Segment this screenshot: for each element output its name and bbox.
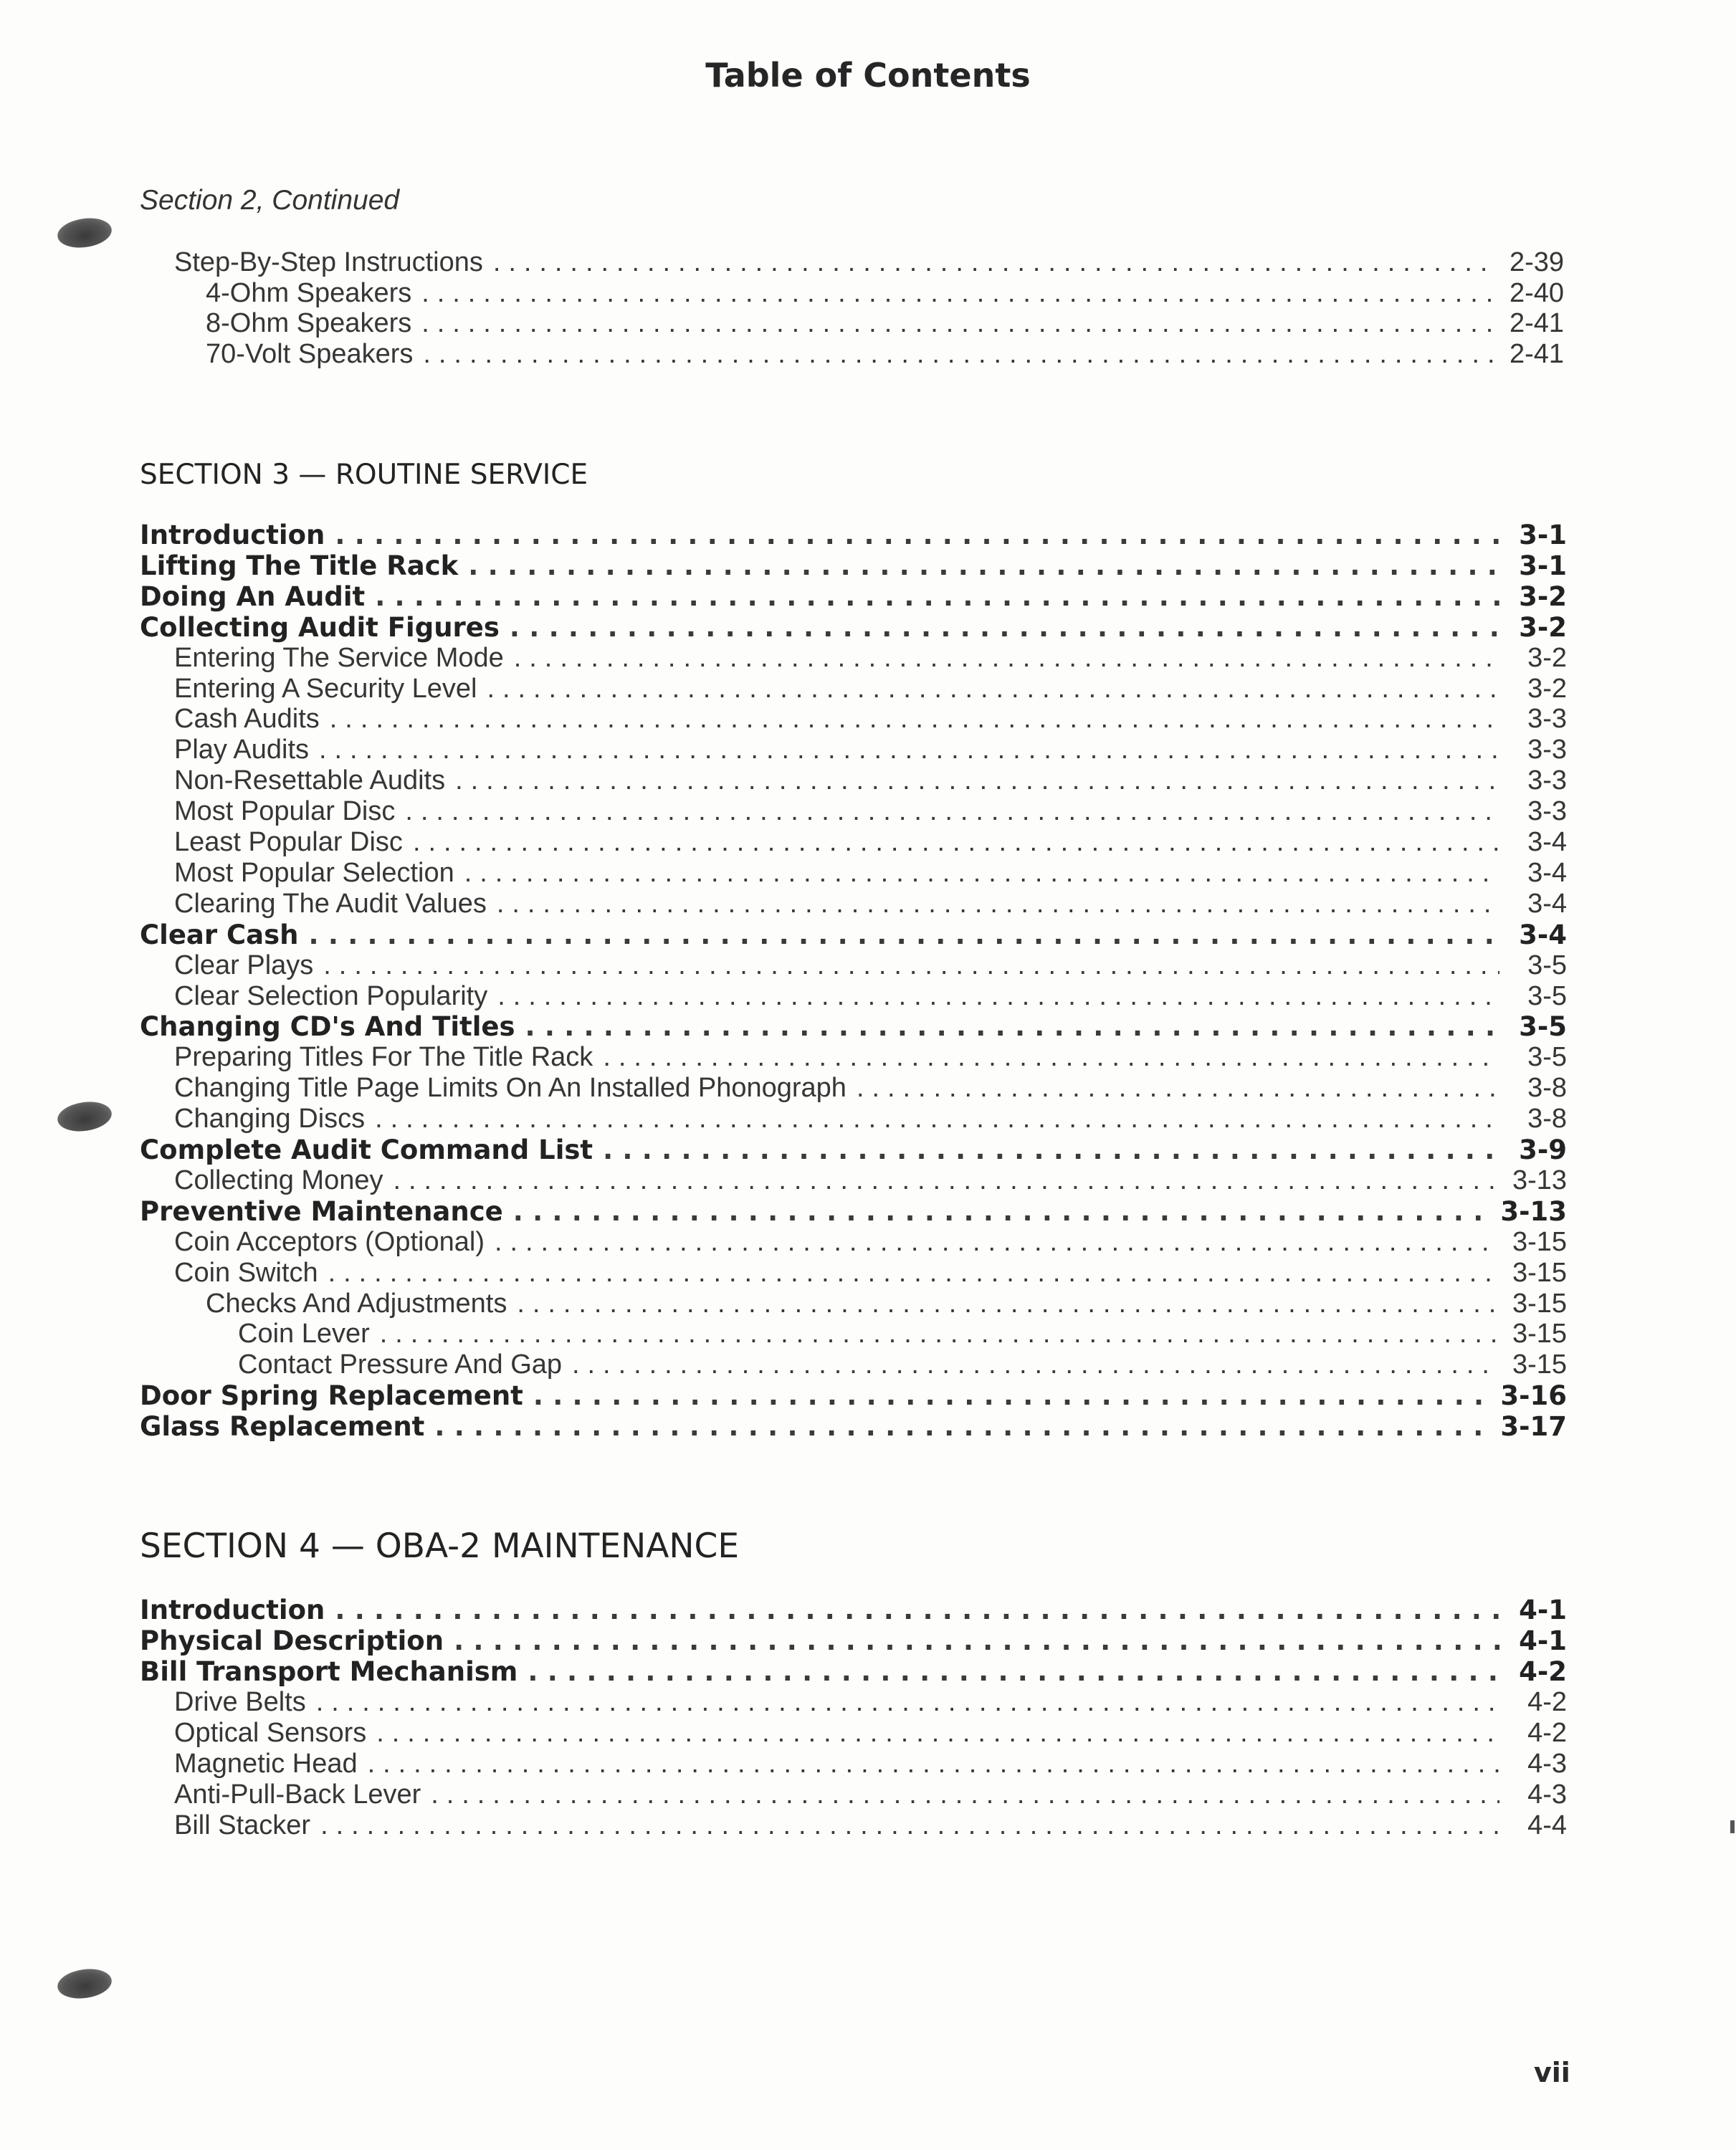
- toc-entry[interactable]: [174, 981, 1567, 1012]
- toc-entry[interactable]: [174, 1810, 1567, 1841]
- toc-entry-label: Lifting The Title Rack: [140, 550, 459, 581]
- toc-entry-label: Preventive Maintenance: [140, 1195, 503, 1227]
- toc-entry-page: 3-15: [1512, 1288, 1567, 1319]
- toc-entry[interactable]: [174, 1073, 1567, 1104]
- toc-entry-page: 3-8: [1527, 1104, 1567, 1134]
- toc-entry-page: 3-5: [1527, 950, 1567, 980]
- dot-leader: [493, 247, 1497, 278]
- dot-leader: [603, 1134, 1499, 1165]
- toc-entry-page: 4-1: [1519, 1625, 1567, 1656]
- toc-entry-page: 3-4: [1527, 888, 1567, 919]
- toc-entry-label: Clear Cash: [140, 919, 299, 950]
- toc-entry-label: Complete Audit Command List: [140, 1134, 593, 1165]
- dot-leader: [323, 950, 1499, 981]
- scan-mark: [1730, 1820, 1735, 1833]
- toc-entry-label: Introduction: [140, 520, 325, 550]
- toc-entry-page: 3-5: [1519, 1011, 1567, 1043]
- toc-entry-page: 3-3: [1527, 765, 1567, 796]
- toc-entry-label: Magnetic Head: [174, 1749, 358, 1779]
- dot-leader: [328, 1258, 1499, 1289]
- toc-entry-page: 3-15: [1512, 1319, 1567, 1349]
- toc-entry[interactable]: [174, 796, 1567, 827]
- toc-entry-page: 2-40: [1509, 277, 1564, 308]
- toc-entry[interactable]: [174, 1687, 1567, 1718]
- toc-entry-label: Physical Description: [140, 1625, 444, 1656]
- toc-entry-label: Cash Audits: [174, 704, 320, 735]
- toc-entry[interactable]: [174, 1227, 1567, 1258]
- dot-leader: [320, 1810, 1499, 1841]
- dot-leader: [533, 1380, 1491, 1411]
- toc-entry-label: Most Popular Disc: [174, 796, 396, 827]
- toc-entry[interactable]: [140, 612, 1567, 643]
- toc-entry[interactable]: [140, 1134, 1567, 1165]
- toc-entry[interactable]: [174, 1718, 1567, 1749]
- toc-entry-label: Doing An Audit: [140, 580, 366, 612]
- toc-entry-label: Drive Belts: [174, 1687, 306, 1717]
- toc-entry[interactable]: [174, 1104, 1567, 1134]
- toc-entry-page: 4-2: [1527, 1718, 1567, 1748]
- toc-entry-label: Clear Selection Popularity: [174, 980, 488, 1011]
- toc-entry-page: 3-5: [1527, 980, 1567, 1011]
- dot-leader: [393, 1165, 1499, 1196]
- toc-entry-page: 2-41: [1509, 338, 1564, 369]
- toc-entry-page: 4-2: [1527, 1687, 1567, 1717]
- toc-entry-page: 2-41: [1509, 308, 1564, 338]
- toc-entry[interactable]: [206, 278, 1564, 309]
- toc-entry[interactable]: [174, 858, 1567, 889]
- toc-entry[interactable]: [238, 1349, 1567, 1380]
- toc-entry-label: 4-Ohm Speakers: [206, 277, 412, 308]
- toc-entry-page: 3-17: [1500, 1411, 1567, 1443]
- punch-hole-middle: [56, 1099, 114, 1134]
- dot-leader: [380, 1319, 1499, 1349]
- toc-entry-page: 3-4: [1527, 857, 1567, 888]
- toc-entry-page: 3-15: [1512, 1349, 1567, 1380]
- toc-entry-label: Bill Transport Mechanism: [140, 1656, 518, 1687]
- toc-entry[interactable]: [174, 765, 1567, 796]
- toc-entry-page: 3-4: [1527, 827, 1567, 857]
- toc-entry-label: Checks And Adjustments: [206, 1288, 507, 1319]
- toc-entry-label: Changing Title Page Limits On An Installed Phonograph: [174, 1073, 846, 1104]
- dot-leader: [487, 674, 1499, 704]
- toc-entry-label: Coin Switch: [174, 1257, 318, 1288]
- toc-entry-page: 2-39: [1509, 247, 1564, 277]
- toc-entry[interactable]: [140, 1011, 1567, 1042]
- toc-entry-label: Clearing The Audit Values: [174, 888, 487, 919]
- toc-entry-page: 3-4: [1519, 919, 1567, 950]
- toc-entry[interactable]: [140, 550, 1567, 581]
- toc-entry[interactable]: [140, 520, 1567, 550]
- toc-entry[interactable]: [174, 950, 1567, 981]
- dot-leader: [375, 1104, 1499, 1134]
- toc-entry[interactable]: [174, 1042, 1567, 1073]
- toc-entry[interactable]: [238, 1319, 1567, 1349]
- toc-entry-label: Bill Stacker: [174, 1810, 311, 1840]
- dot-leader: [468, 550, 1499, 581]
- toc-entry-label: 8-Ohm Speakers: [206, 308, 412, 338]
- toc-entry[interactable]: [174, 1749, 1567, 1779]
- toc-entry[interactable]: [174, 889, 1567, 919]
- toc-entry-label: Door Spring Replacement: [140, 1380, 523, 1412]
- dot-leader: [434, 1411, 1490, 1442]
- dot-leader: [335, 1595, 1499, 1625]
- dot-leader: [413, 827, 1499, 858]
- toc-entry-page: 3-2: [1519, 580, 1567, 612]
- toc-entry-page: 3-16: [1500, 1380, 1567, 1412]
- toc-entry-label: Entering A Security Level: [174, 673, 477, 704]
- toc-entry-page: 4-2: [1519, 1656, 1567, 1687]
- toc-entry-label: Most Popular Selection: [174, 857, 454, 888]
- toc-entry[interactable]: [174, 827, 1567, 858]
- toc-entry[interactable]: [140, 1411, 1567, 1442]
- dot-leader: [517, 1289, 1499, 1319]
- dot-leader: [528, 1656, 1499, 1687]
- dot-leader: [423, 339, 1497, 370]
- toc-entry-page: 4-3: [1527, 1749, 1567, 1779]
- toc-entry-label: Coin Lever: [238, 1319, 370, 1349]
- toc-entry-label: Introduction: [140, 1595, 325, 1625]
- toc-entry[interactable]: [140, 1380, 1567, 1411]
- section-3-heading: SECTION 3 — ROUTINE SERVICE: [140, 459, 588, 491]
- toc-entry-page: 3-13: [1512, 1165, 1567, 1195]
- toc-entry[interactable]: [206, 308, 1564, 339]
- dot-leader: [309, 919, 1499, 950]
- dot-leader: [497, 981, 1499, 1012]
- page-title: Table of Contents: [705, 56, 1031, 95]
- dot-leader: [857, 1073, 1499, 1104]
- toc-entry-page: 3-8: [1527, 1073, 1567, 1104]
- toc-entry-label: Preparing Titles For The Title Rack: [174, 1042, 593, 1073]
- toc-entry-page: 3-3: [1527, 704, 1567, 735]
- toc-entry-label: Coin Acceptors (Optional): [174, 1226, 485, 1257]
- toc-entry-page: 3-13: [1500, 1195, 1567, 1227]
- toc-entry-page: 4-4: [1527, 1810, 1567, 1840]
- dot-leader: [376, 1718, 1499, 1749]
- toc-entry-label: Optical Sensors: [174, 1718, 367, 1748]
- toc-entry-page: 4-1: [1519, 1595, 1567, 1625]
- toc-entry-page: 3-1: [1519, 520, 1567, 550]
- toc-entry-page: 3-9: [1519, 1134, 1567, 1165]
- toc-entry-page: 3-2: [1519, 611, 1567, 643]
- toc-entry[interactable]: [174, 643, 1567, 674]
- toc-entry-label: Glass Replacement: [140, 1411, 425, 1443]
- toc-entry-label: Entering The Service Mode: [174, 642, 504, 673]
- toc-entry[interactable]: [140, 581, 1567, 612]
- toc-entry-page: 3-3: [1527, 735, 1567, 765]
- toc-entry-label: Changing Discs: [174, 1104, 366, 1134]
- toc-entry[interactable]: [140, 919, 1567, 950]
- dot-leader: [316, 1687, 1499, 1718]
- toc-entry[interactable]: [174, 1165, 1567, 1196]
- toc-entry-label: Anti-Pull-Back Lever: [174, 1779, 421, 1810]
- toc-entry[interactable]: [140, 1196, 1567, 1227]
- toc-entry[interactable]: [140, 1595, 1567, 1625]
- dot-leader: [405, 796, 1499, 827]
- toc-entry-label: 70-Volt Speakers: [206, 338, 414, 369]
- dot-leader: [455, 765, 1499, 796]
- dot-leader: [421, 308, 1497, 339]
- toc-entry-label: Play Audits: [174, 735, 309, 765]
- dot-leader: [513, 1196, 1491, 1227]
- toc-entry-page: 3-5: [1527, 1042, 1567, 1073]
- toc-entry[interactable]: [174, 735, 1567, 765]
- section-2-heading: Section 2, Continued: [140, 185, 400, 216]
- dot-leader: [514, 643, 1499, 674]
- toc-entry[interactable]: [174, 1258, 1567, 1289]
- dot-leader: [375, 581, 1499, 612]
- dot-leader: [368, 1749, 1499, 1779]
- toc-entry[interactable]: [140, 1625, 1567, 1656]
- toc-entry[interactable]: [206, 339, 1564, 370]
- dot-leader: [497, 889, 1499, 919]
- dot-leader: [330, 704, 1499, 735]
- section-4-heading: SECTION 4 — OBA-2 MAINTENANCE: [140, 1526, 740, 1566]
- punch-hole-bottom: [56, 1966, 114, 2002]
- toc-entry-label: Non-Resettable Audits: [174, 765, 446, 796]
- toc-entry[interactable]: [206, 1289, 1567, 1319]
- toc-entry-label: Collecting Audit Figures: [140, 611, 500, 643]
- dot-leader: [603, 1042, 1499, 1073]
- toc-entry-page: 3-3: [1527, 796, 1567, 827]
- toc-entry-label: Collecting Money: [174, 1165, 383, 1195]
- toc-entry-label: Least Popular Disc: [174, 827, 403, 857]
- toc-entry[interactable]: [140, 1656, 1567, 1687]
- dot-leader: [335, 520, 1499, 550]
- toc-entry-page: 3-2: [1527, 673, 1567, 704]
- dot-leader: [421, 278, 1497, 309]
- toc-entry-label: Contact Pressure And Gap: [238, 1349, 563, 1380]
- toc-entry-label: Clear Plays: [174, 950, 314, 980]
- toc-entry-page: 3-2: [1527, 642, 1567, 673]
- toc-entry-label: Step-By-Step Instructions: [174, 247, 483, 277]
- toc-entry-page: 3-15: [1512, 1257, 1567, 1288]
- toc-entry[interactable]: [174, 704, 1567, 735]
- dot-leader: [464, 858, 1499, 889]
- dot-leader: [431, 1779, 1499, 1810]
- dot-leader: [319, 735, 1499, 765]
- toc-entry[interactable]: [174, 1779, 1567, 1810]
- dot-leader: [454, 1625, 1499, 1656]
- toc-entry-page: 3-15: [1512, 1226, 1567, 1257]
- dot-leader: [510, 612, 1499, 643]
- toc-entry-page: 4-3: [1527, 1779, 1567, 1810]
- dot-leader: [525, 1011, 1499, 1042]
- page-number: vii: [1534, 2057, 1570, 2088]
- toc-entry-page: 3-1: [1519, 550, 1567, 581]
- toc-entry[interactable]: [174, 674, 1567, 704]
- toc-entry[interactable]: [174, 247, 1564, 278]
- toc-entry-label: Changing CD's And Titles: [140, 1011, 515, 1043]
- punch-hole-top: [56, 215, 114, 251]
- dot-leader: [572, 1349, 1499, 1380]
- dot-leader: [495, 1227, 1499, 1258]
